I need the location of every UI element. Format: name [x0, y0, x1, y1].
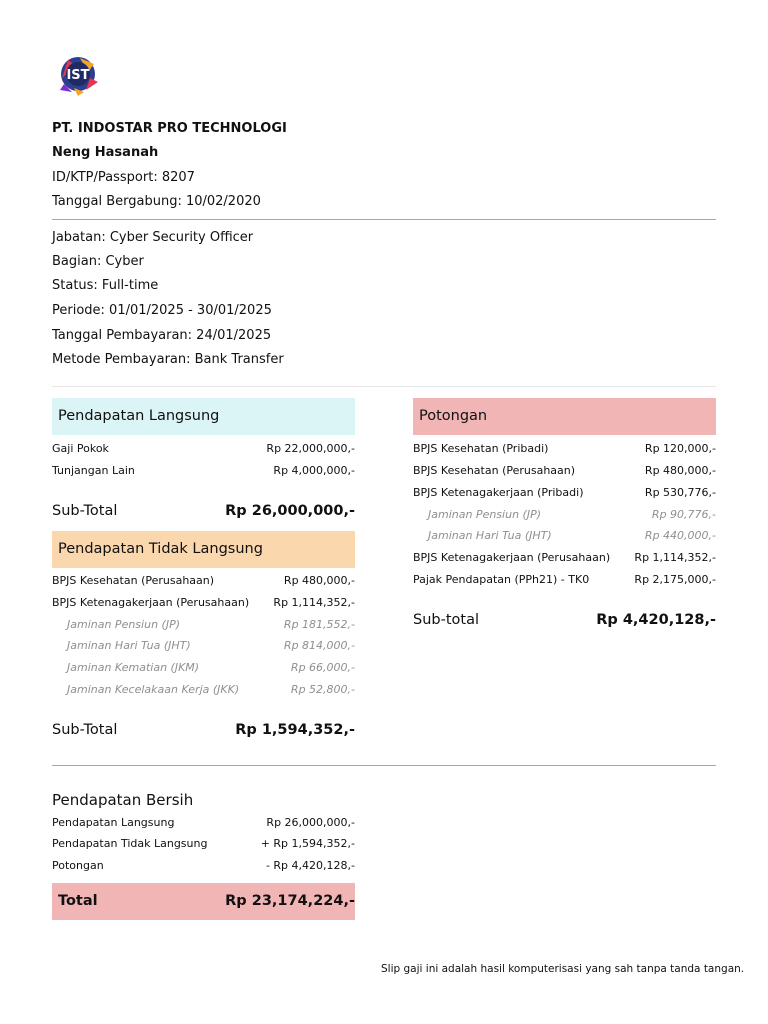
job-department: Bagian: Cyber: [52, 254, 144, 269]
deductions-row: [413, 572, 716, 588]
row-label: Potongan: [52, 859, 104, 872]
footer-note: Slip gaji ini adalah hasil komputerisasi yang sah tanpa tanda tangan.: [381, 963, 745, 975]
row-label: BPJS Kesehatan (Pribadi): [413, 442, 549, 455]
row-label: Jaminan Hari Tua (JHT): [67, 639, 191, 652]
deductions-header: Potongan: [413, 398, 716, 435]
row-label: Jaminan Kematian (JKM): [67, 661, 200, 674]
indirect-income-row: [52, 595, 355, 611]
indirect-income-subrow: [52, 682, 355, 698]
row-value: Rp 90,776,-: [651, 508, 716, 521]
subtotal-label: Sub-Total: [52, 503, 118, 519]
job-status: Status: Full-time: [52, 278, 159, 293]
row-label: Pajak Pendapatan (PPh21) - TK0: [413, 573, 590, 586]
row-value: Rp 440,000,-: [644, 529, 716, 542]
row-label: BPJS Kesehatan (Perusahaan): [52, 574, 215, 587]
row-value: Rp 2,175,000,-: [634, 573, 716, 586]
deductions-row: [413, 463, 716, 479]
deductions-row: [413, 485, 716, 501]
row-label: Pendapatan Tidak Langsung: [52, 837, 208, 850]
row-value: Rp 814,000,-: [283, 639, 355, 652]
subtotal-label: Sub-Total: [52, 722, 118, 738]
employee-name: Neng Hasanah: [52, 145, 159, 160]
row-label: Jaminan Hari Tua (JHT): [428, 529, 552, 542]
svg-text:IST: IST: [66, 68, 90, 83]
total-value: Rp 23,174,224,-: [225, 893, 355, 909]
row-label: Gaji Pokok: [52, 442, 109, 455]
indirect-income-subrow: [52, 638, 355, 654]
job-position: Jabatan: Cyber Security Officer: [52, 230, 254, 245]
indirect-income-header: Pendapatan Tidak Langsung: [52, 531, 355, 568]
net-income-row: [52, 858, 355, 874]
employee-id: ID/KTP/Passport: 8207: [52, 170, 195, 185]
subtotal-value: Rp 1,594,352,-: [235, 722, 355, 738]
row-value: Rp 52,800,-: [290, 683, 355, 696]
divider: [52, 386, 716, 387]
net-income-title: Pendapatan Bersih: [52, 791, 194, 809]
row-value: Rp 4,000,000,-: [273, 464, 355, 477]
pay-period: Periode: 01/01/2025 - 30/01/2025: [52, 303, 272, 318]
net-income-row: [52, 815, 355, 831]
pay-method: Metode Pembayaran: Bank Transfer: [52, 352, 284, 367]
row-value: Rp 120,000,-: [644, 442, 716, 455]
row-label: BPJS Ketenagakerjaan (Pribadi): [413, 486, 584, 499]
net-income-row: [52, 836, 355, 852]
row-label: BPJS Ketenagakerjaan (Perusahaan): [52, 596, 250, 609]
row-label: Tunjangan Lain: [52, 464, 135, 477]
indirect-income-row: [52, 573, 355, 589]
deductions-row: [413, 550, 716, 566]
deductions-subrow: [413, 528, 716, 544]
deductions-subrow: [413, 507, 716, 523]
direct-income-subtotal: [52, 501, 355, 521]
row-value: + Rp 1,594,352,-: [260, 837, 355, 850]
indirect-income-subrow: [52, 617, 355, 633]
indirect-income-subtotal: [52, 720, 355, 740]
row-value: Rp 22,000,000,-: [266, 442, 355, 455]
direct-income-header: Pendapatan Langsung: [52, 398, 355, 435]
row-label: BPJS Kesehatan (Perusahaan): [413, 464, 576, 477]
direct-income-row: [52, 463, 355, 479]
row-value: Rp 26,000,000,-: [266, 816, 355, 829]
indirect-income-subrow: [52, 660, 355, 676]
row-value: Rp 480,000,-: [283, 574, 355, 587]
subtotal-value: Rp 26,000,000,-: [225, 503, 355, 519]
subtotal-label: Sub-total: [413, 612, 479, 628]
subtotal-value: Rp 4,420,128,-: [596, 612, 716, 628]
row-label: BPJS Ketenagakerjaan (Perusahaan): [413, 551, 611, 564]
join-date: Tanggal Bergabung: 10/02/2020: [52, 194, 261, 209]
row-value: Rp 1,114,352,-: [273, 596, 355, 609]
divider: [52, 765, 716, 766]
row-label: Jaminan Pensiun (JP): [428, 508, 541, 521]
row-value: Rp 480,000,-: [644, 464, 716, 477]
row-label: Jaminan Kecelakaan Kerja (JKK): [67, 683, 240, 696]
row-value: Rp 181,552,-: [283, 618, 355, 631]
row-label: Pendapatan Langsung: [52, 816, 175, 829]
row-value: Rp 530,776,-: [644, 486, 716, 499]
pay-date: Tanggal Pembayaran: 24/01/2025: [52, 328, 272, 343]
company-logo: [54, 52, 102, 96]
row-label: Jaminan Pensiun (JP): [67, 618, 180, 631]
divider: [52, 219, 716, 220]
company-name: PT. INDOSTAR PRO TECHNOLOGI: [52, 121, 287, 136]
deductions-subtotal: [413, 610, 716, 630]
row-value: Rp 66,000,-: [290, 661, 355, 674]
net-total-bar: [52, 883, 355, 920]
direct-income-row: [52, 441, 355, 457]
row-value: - Rp 4,420,128,-: [265, 859, 355, 872]
row-value: Rp 1,114,352,-: [634, 551, 716, 564]
total-label: Total: [58, 893, 98, 909]
deductions-row: [413, 441, 716, 457]
